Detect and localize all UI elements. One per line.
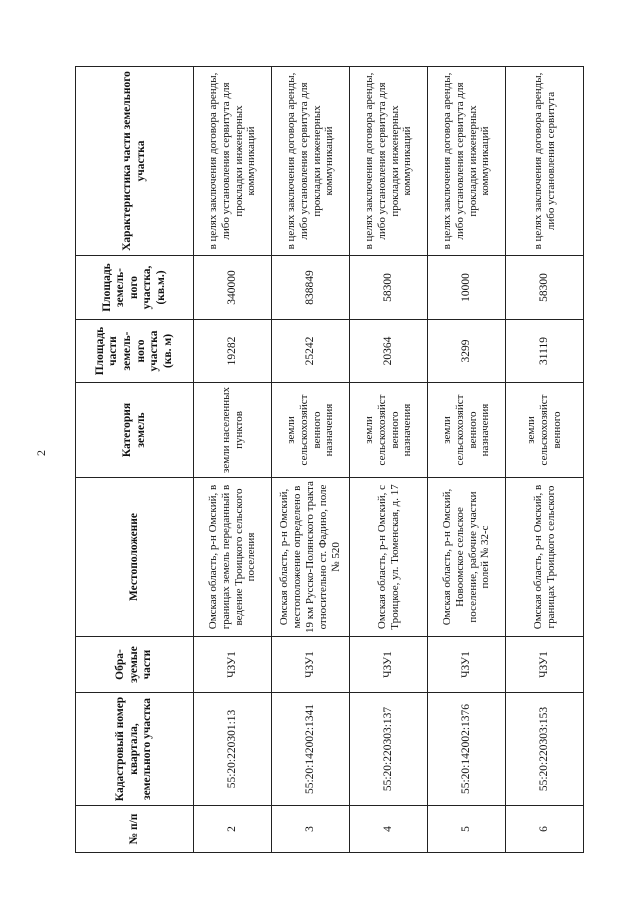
header-cell: Категория земель — [76, 383, 194, 478]
row-number-cell: 2 — [194, 806, 272, 853]
land-category-cell: земли сельскохозяйст венного назначения — [350, 383, 428, 478]
part-area-cell: 19282 — [194, 320, 272, 383]
part-cell: ЧЗУ1 — [272, 637, 350, 693]
location-cell: Омская область, р-н Омский, Новоомское сельское поселение, рабочие участки полей № 32-с — [428, 478, 506, 637]
table-row — [272, 67, 350, 853]
cadastral-number-cell: 55:20:142002:1376 — [428, 693, 506, 806]
characteristic-cell: в целях заключения договора аренды, либо установления сервитута для прокладки инженерных коммуникаций — [428, 67, 506, 256]
cadastral-number-cell: 55:20:220303:153 — [506, 693, 584, 806]
plot-area-cell: 58300 — [506, 256, 584, 320]
table-row — [506, 67, 584, 853]
header-cell: Кадастровый номер квартала, земельного участка — [76, 693, 194, 806]
land-category-cell: земли сельскохозяйст венного назначения — [272, 383, 350, 478]
table-row — [194, 67, 272, 853]
header-cell: № п/п — [76, 806, 194, 853]
part-area-cell: 20364 — [350, 320, 428, 383]
header-cell: Площадь земель-ного участка, (кв.м.) — [76, 256, 194, 320]
characteristic-cell: в целях заключения договора аренды, либо установления сервитута для прокладки инженерных коммуникаций — [350, 67, 428, 256]
header-cell: Местоположение — [76, 478, 194, 637]
header-cell: Площадь части земель-ного участка (кв. м) — [76, 320, 194, 383]
row-number-cell: 4 — [350, 806, 428, 853]
table-row — [428, 67, 506, 853]
row-number-cell: 3 — [272, 806, 350, 853]
row-number-cell: 6 — [506, 806, 584, 853]
part-area-cell: 25242 — [272, 320, 350, 383]
location-cell: Омская область, р-н Омский, в границах Троицкого сельского — [506, 478, 584, 637]
header-cell: Характеристика части земельного участка — [76, 67, 194, 256]
cadastral-number-cell: 55:20:142002:1341 — [272, 693, 350, 806]
row-number-cell: 5 — [428, 806, 506, 853]
page-number: 2 — [33, 450, 48, 456]
characteristic-cell: в целях заключения договора аренды, либо установления сервитута для прокладки инженерных коммуникаций — [194, 67, 272, 256]
land-category-cell: земли сельскохозяйст венного назначения — [428, 383, 506, 478]
part-area-cell: 3299 — [428, 320, 506, 383]
location-cell: Омская область, р-н Омский, с Троицкое, ул. Тюменская, д. 17 — [350, 478, 428, 637]
land-category-cell: земли сельскохозяйст венного — [506, 383, 584, 478]
plot-area-cell: 340000 — [194, 256, 272, 320]
cadastral-number-cell: 55:20:220301:13 — [194, 693, 272, 806]
header-cell: Обра-зуемые части — [76, 637, 194, 693]
location-cell: Омская область, р-н Омский, в границах земель переданный в ведение Троицкого сельского поселения — [194, 478, 272, 637]
part-cell: ЧЗУ1 — [194, 637, 272, 693]
part-cell: ЧЗУ1 — [506, 637, 584, 693]
characteristic-cell: в целях заключения договора аренды, либо установления сервитута для прокладки инженерных коммуникаций — [272, 67, 350, 256]
land-plots-table — [75, 66, 584, 853]
plot-area-cell: 10000 — [428, 256, 506, 320]
location-cell: Омская область, р-н Омский, местоположение определено в 19 км Русско-Полянского тракта относительно ст. Фадино, поле № 520 — [272, 478, 350, 637]
part-cell: ЧЗУ1 — [428, 637, 506, 693]
table-header-row — [76, 67, 194, 853]
part-area-cell: 31119 — [506, 320, 584, 383]
land-category-cell: земли населенных пунктов — [194, 383, 272, 478]
rotated-table-container — [75, 67, 583, 853]
plot-area-cell: 58300 — [350, 256, 428, 320]
cadastral-number-cell: 55:20:220303:137 — [350, 693, 428, 806]
plot-area-cell: 838849 — [272, 256, 350, 320]
table-row — [350, 67, 428, 853]
part-cell: ЧЗУ1 — [350, 637, 428, 693]
characteristic-cell: в целях заключения договора аренды, либо установления сервитута — [506, 67, 584, 256]
